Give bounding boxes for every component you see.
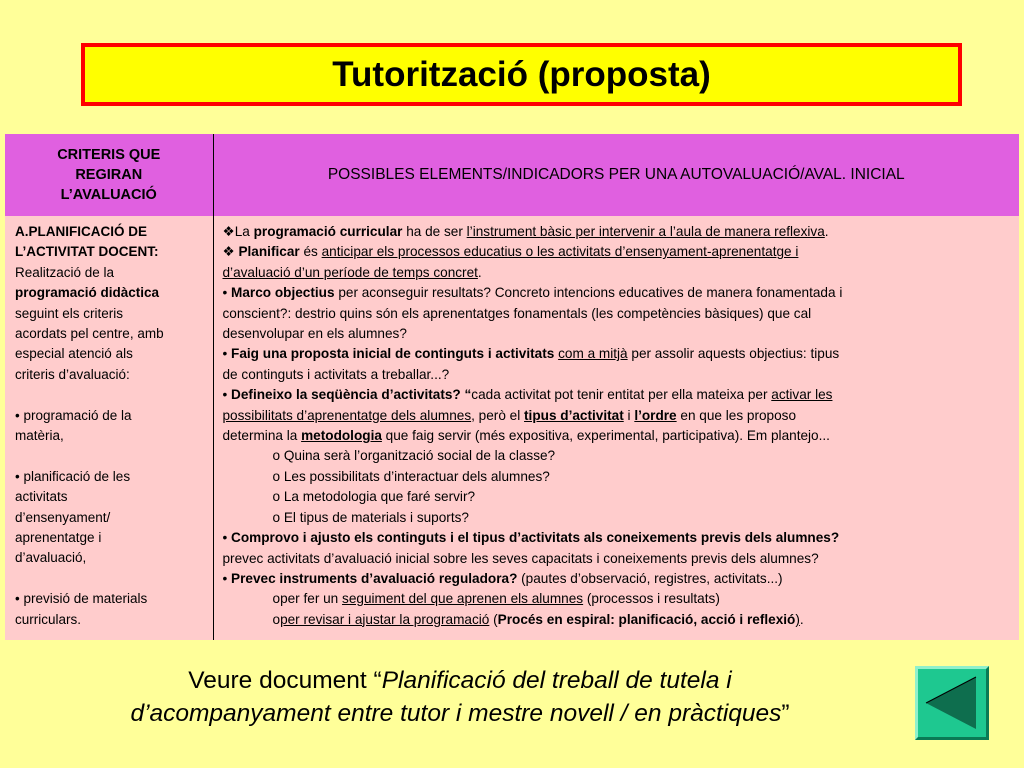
bullet-icon: • — [15, 468, 20, 484]
circle-icon: o — [272, 489, 281, 505]
document-reference: Veure document “Planificació del treball de tutela i d’acompanyament entre tutor i mestre novell / en pràctiques” — [130, 667, 790, 727]
circle-icon: o — [272, 509, 281, 525]
bullet-icon: • — [222, 387, 228, 403]
indicators-cell: ❖La programació curricular ha de ser l’instrument bàsic per intervenir a l’aula de manera reflexiva. ❖ Planificar és anticipar els processos educatius o les activitats d’ensenyament-aprenentatge i d’avaluació d’un període de temps concret. • Marco objectius per aconseguir resultats? Concreto intencions educatives de manera fonamentada i conscient?: destrio quins són els aprenentatges fonamentals (les competències bàsiques) que cal desenvolupar en els alumnes? • Faig una proposta inicial de continguts i activitats com a mitjà per assolir aquests objectius: tipus de continguts i activitats a treballar...? • Defineixo la seqüència d’activitats? “cada activitat pot tenir entitat per ella mateixa per activar les possibilitats d’aprenentatge dels alumnes, però el tipus d’activitat i l’ordre en que les proposo determina la metodologia que faig servir (més expositiva, experimental, participativa). Em plantejo... o Quina serà l’organització social de la classe? o Les possibilitats d’interactuar dels alumnes? o La metodologia que faré servir? o El tipus de materials i suports? • Comprovo i ajusto els continguts i el tipus d’activitats als coneixements previs dels alumnes? prevec activitats d’avaluació inicial sobre les seves capacitats i coneixements previs dels alumnes? • Prevec instruments d’avaluació reguladora? (pautes d’observació, registres, activitats...) oper fer un seguiment del que aprenen els alumnes (processos i resultats) oper revisar i ajustar la programació (Procés en espiral: planificació, acció i reflexió). — [213, 216, 1019, 640]
title-box — [81, 43, 962, 106]
bullet-icon: • — [222, 285, 228, 301]
bullet-icon: • — [222, 346, 228, 362]
circle-icon: o — [272, 591, 281, 607]
circle-icon: o — [272, 448, 281, 464]
back-button[interactable] — [915, 666, 989, 740]
header-indicators: POSSIBLES ELEMENTS/INDICADORS PER UNA AUTOVALUACIÓ/AVAL. INICIAL — [213, 134, 1019, 216]
criteria-cell: A.PLANIFICACIÓ DE L’ACTIVITAT DOCENT: Realització de la programació didàctica seguint els criteris acordats pel centre, amb especial atenció als criteris d’avaluació: • programació de la matèria, • planificació de les activitats d’ensenyament/ aprenentatge i d’avaluació, • previsió de materials curriculars. — [5, 216, 213, 640]
page-title: Tutorització (proposta) — [332, 54, 711, 94]
criteria-table — [5, 134, 1019, 636]
diamond-icon: ❖ — [222, 244, 235, 260]
diamond-icon: ❖ — [222, 224, 235, 239]
bullet-icon: • — [222, 530, 228, 546]
bullet-icon: • — [15, 591, 20, 607]
circle-icon: o — [272, 468, 281, 484]
bullet-icon: • — [15, 407, 20, 423]
header-criteria: CRITERIS QUE REGIRAN L’AVALUACIÓ — [5, 134, 213, 216]
back-arrow-icon — [918, 669, 986, 737]
circle-icon: o — [272, 611, 281, 627]
bullet-icon: • — [222, 570, 228, 586]
